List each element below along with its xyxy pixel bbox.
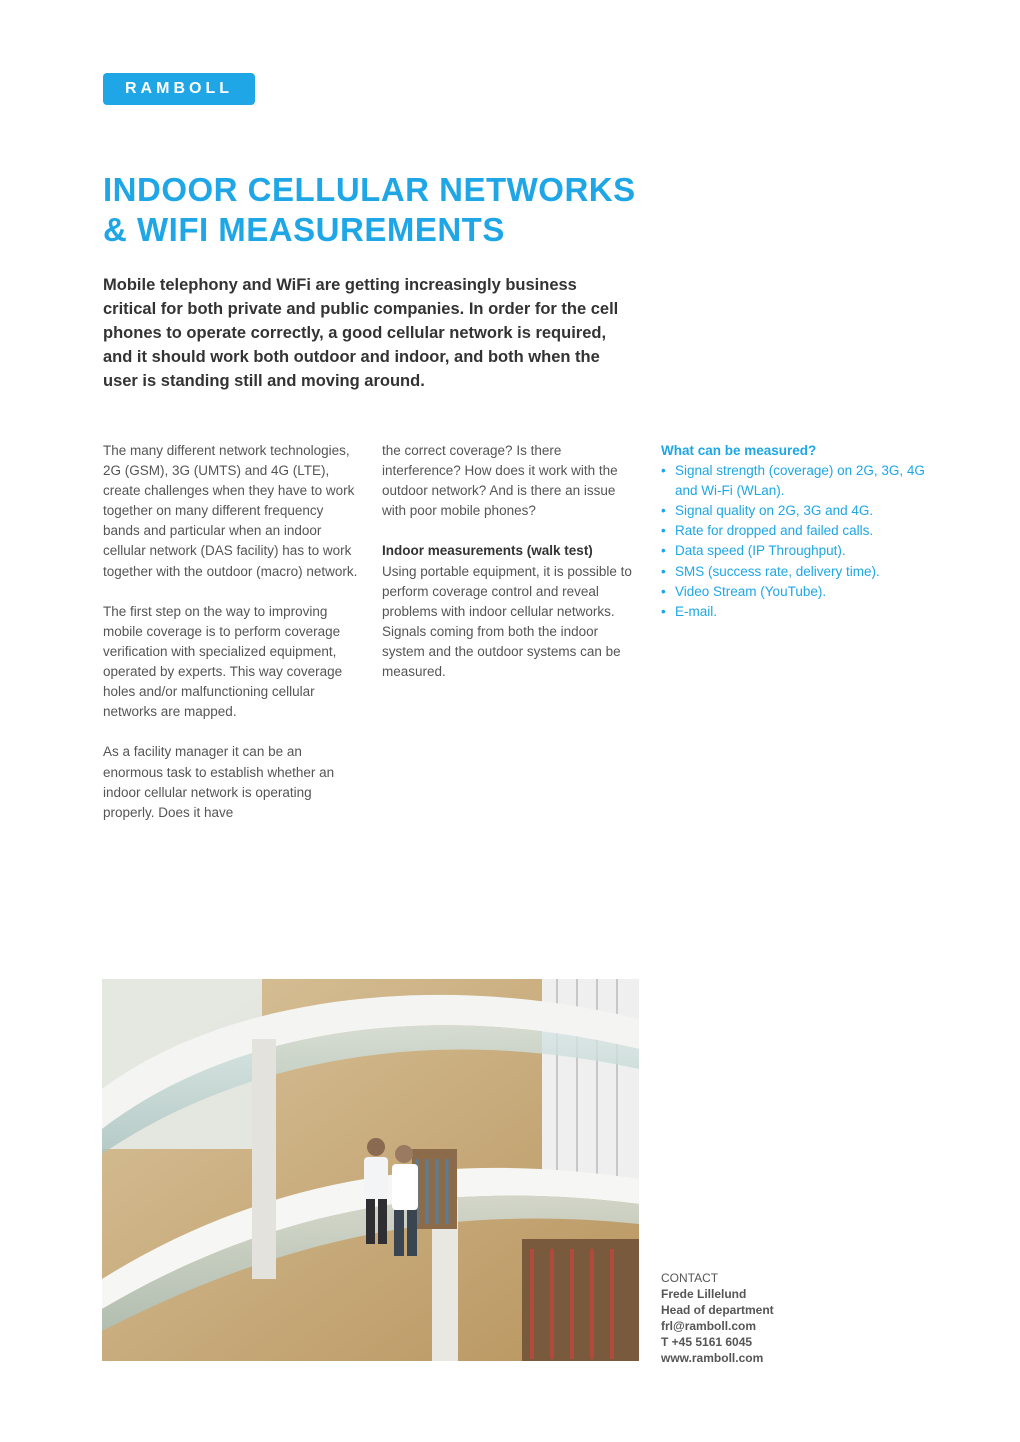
office-atrium-photo	[102, 979, 639, 1361]
measurements-heading: What can be measured?	[661, 443, 817, 458]
ramboll-logo: RAMBOLL	[103, 73, 255, 105]
list-item-text: Data speed (IP Throughput).	[675, 543, 846, 559]
list-item-text: Rate for dropped and failed calls.	[675, 523, 874, 539]
col1-paragraph-3: As a facility manager it can be an enormous task to establish whether an indoor cellular network is operating properly. Does it have	[103, 744, 335, 820]
bullet-icon: •	[661, 503, 666, 519]
col1-paragraph-1: The many different network technologies, 2G (GSM), 3G (UMTS) and 4G (LTE), create challenges when they have to work together on many different frequency bands and particular when an indoor cellular network (DAS facility) has to work together with the outdoor (macro) network.	[103, 443, 358, 579]
bullet-icon: •	[661, 543, 666, 559]
page-title	[103, 170, 803, 250]
list-item	[661, 501, 931, 521]
bullet-icon: •	[661, 603, 666, 619]
bullet-icon: •	[661, 463, 666, 479]
list-item	[661, 541, 931, 561]
title-line-1: INDOOR CELLULAR NETWORKS	[103, 171, 636, 208]
measurements-sidebar	[661, 441, 931, 622]
title-line-2: & WIFI MEASUREMENTS	[103, 211, 505, 248]
measurements-list	[661, 461, 931, 622]
contact-website[interactable]: www.ramboll.com	[661, 1351, 764, 1365]
list-item-text: E-mail.	[675, 603, 718, 619]
list-item	[661, 461, 931, 501]
intro-paragraph: Mobile telephony and WiFi are getting increasingly business critical for both private and public companies. In order for the cell phones to operate correctly, a good cellular network is required, and it should work both outdoor and indoor, and both when the user is standing still and moving around.	[103, 276, 619, 390]
contact-role: Head of department	[661, 1303, 774, 1317]
list-item-text: SMS (success rate, delivery time).	[675, 563, 880, 579]
bullet-icon: •	[661, 523, 666, 539]
contact-block	[661, 1270, 901, 1366]
office-atrium-illustration	[102, 979, 639, 1361]
column-1	[103, 441, 361, 843]
col2-paragraph-1: the correct coverage? Is there interference? How does it work with the outdoor network? And is there an issue with poor mobile phones?	[382, 443, 618, 519]
list-item	[661, 582, 931, 602]
contact-name: Frede Lillelund	[661, 1287, 747, 1301]
list-item	[661, 562, 931, 582]
list-item-text: Signal quality on 2G, 3G and 4G.	[675, 503, 874, 519]
walk-test-subheading: Indoor measurements (walk test)	[382, 543, 593, 559]
list-item-text: Video Stream (YouTube).	[675, 583, 827, 599]
list-item	[661, 602, 931, 622]
col1-paragraph-2: The first step on the way to improving mobile coverage is to perform coverage verification with specialized equipment, operated by experts. This way coverage holes and/or malfunctioning cellular networks are mapped.	[103, 603, 343, 720]
list-item	[661, 521, 931, 541]
bullet-icon: •	[661, 563, 666, 579]
contact-label: CONTACT	[661, 1271, 719, 1285]
list-item-text: Signal strength (coverage) on 2G, 3G, 4G and Wi-Fi (WLan).	[675, 463, 925, 499]
bullet-icon: •	[661, 583, 666, 599]
contact-email[interactable]: frl@ramboll.com	[661, 1319, 757, 1333]
contact-phone: T +45 5161 6045	[661, 1335, 753, 1349]
column-2	[382, 441, 640, 702]
col2-paragraph-2: Using portable equipment, it is possible to perform coverage control and reveal problems with indoor cellular networks. Signals coming from both the indoor system and the outdoor systems can be measured.	[382, 563, 632, 680]
